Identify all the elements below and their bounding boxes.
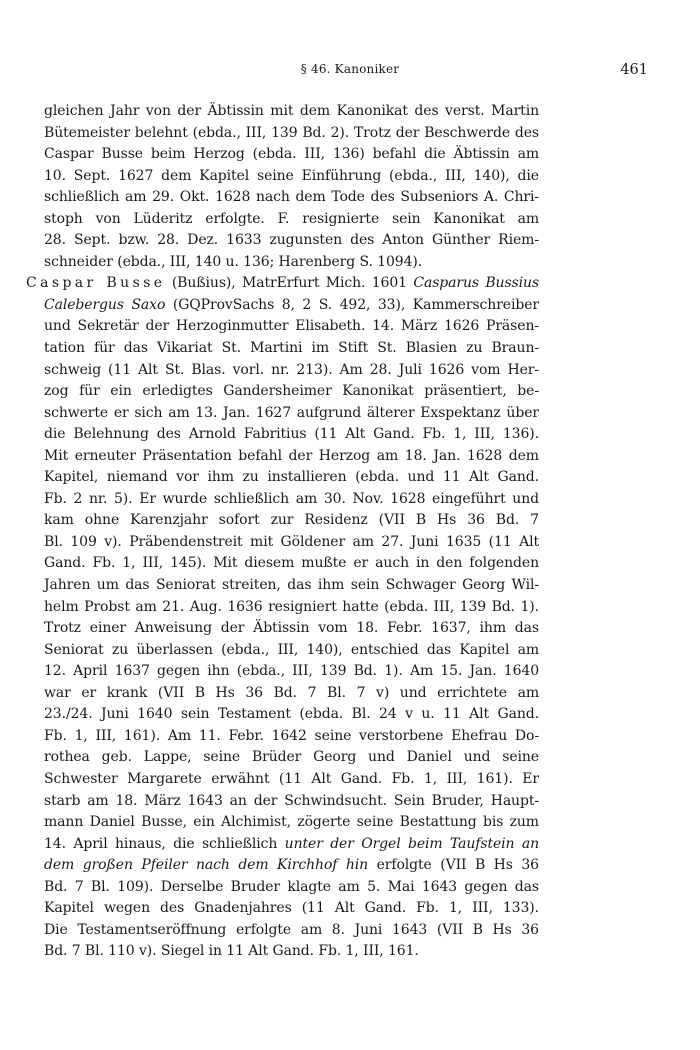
- text-line: Mit erneuter Präsentation befahl der Herzog am 18. Jan. 1628 dem: [44, 447, 539, 464]
- text-line: schweig (11 Alt St. Blas. vorl. nr. 213). Am 28. Juli 1626 vom Her-: [44, 361, 539, 378]
- text-line: 12. April 1637 gegen ihn (ebda., III, 139 Bd. 1). Am 15. Jan. 1640: [44, 663, 539, 680]
- page-body: [26, 101, 539, 963]
- text-line: Fb. 1, III, 161). Am 11. Febr. 1642 seine verstorbene Ehefrau Do-: [44, 727, 539, 744]
- text-line: Bd. 7 Bl. 110 v). Siegel in 11 Alt Gand. Fb. 1, III, 161.: [44, 943, 419, 960]
- text-line: [26, 295, 539, 317]
- italic-quote: Casparus Bussius: [413, 275, 539, 292]
- text-line: und Sekretär der Herzoginmutter Elisabeth. 14. März 1626 Präsen-: [44, 318, 539, 335]
- text-line: kam ohne Karenzjahr sofort zur Residenz (VII B Hs 36 Bd. 7: [44, 512, 539, 529]
- text-line: schließlich am 29. Okt. 1628 nach dem Tode des Subseniors A. Chri-: [44, 189, 539, 206]
- text-line: stoph von Lüderitz erfolgte. F. resignierte sein Kanonikat am: [44, 210, 539, 227]
- text-segment: (Bußius), MatrErfurt Mich. 1601: [165, 275, 414, 292]
- page-number: 461: [620, 62, 648, 78]
- text-line: [26, 834, 539, 856]
- italic-quote: dem großen Pfeiler nach dem Kirchhof hin: [44, 857, 369, 874]
- text-line: Bd. 7 Bl. 109). Derselbe Bruder klagte am 5. Mai 1643 gegen das: [44, 878, 539, 895]
- text-line: war er krank (VII B Hs 36 Bd. 7 Bl. 7 v) und errichtete am: [44, 684, 539, 701]
- text-line: zog für ein erledigtes Gandersheimer Kanonikat präsentiert, be-: [44, 383, 539, 400]
- text-line: Trotz einer Anweisung der Äbtissin vom 18. Febr. 1637, ihm das: [44, 620, 539, 637]
- text-line: die Belehnung des Arnold Fabritius (11 Alt Gand. Fb. 1, III, 136).: [44, 426, 539, 443]
- text-line: starb am 18. März 1643 an der Schwindsucht. Sein Bruder, Haupt-: [44, 792, 539, 809]
- text-line: gleichen Jahr von der Äbtissin mit dem Kanonikat des verst. Martin: [44, 103, 539, 119]
- running-head: § 46. Kanoniker: [300, 62, 400, 76]
- text-line: Bl. 109 v). Präbendenstreit mit Göldener am 27. Juni 1635 (11 Alt: [44, 533, 539, 550]
- text-line: Jahren um das Seniorat streiten, das ihm sein Schwager Georg Wil-: [44, 577, 539, 594]
- text-line: [26, 273, 539, 295]
- text-line: tation für das Vikariat St. Martini im Stift St. Blasien zu Braun-: [44, 340, 539, 357]
- text-segment: erfolgte (VII B Hs 36: [368, 857, 539, 874]
- text-line: 28. Sept. bzw. 28. Dez. 1633 zugunsten des Anton Günther Riem-: [44, 232, 539, 249]
- text-line: Gand. Fb. 1, III, 145). Mit diesem mußte er auch in den folgenden: [44, 555, 539, 572]
- text-line: [26, 855, 539, 877]
- text-segment: (GQProvSachs 8, 2 S. 492, 33), Kammerschreiber: [165, 296, 539, 313]
- text-line: Caspar Busse beim Herzog (ebda. III, 136) befahl die Äbtissin am: [44, 146, 539, 163]
- text-line: 10. Sept. 1627 dem Kapitel seine Einführung (ebda., III, 140), die: [44, 167, 539, 184]
- text-line: 23./24. Juni 1640 sein Testament (ebda. Bl. 24 v u. 11 Alt Gand.: [44, 706, 539, 723]
- text-line: Bütemeister belehnt (ebda., III, 139 Bd. 2). Trotz der Beschwerde des: [44, 124, 539, 141]
- text-line: mann Daniel Busse, ein Alchimist, zögerte seine Bestattung bis zum: [44, 814, 539, 831]
- text-segment: 14. April hinaus, die schließlich: [44, 835, 285, 852]
- text-line: Kapitel, niemand vor ihm zu installieren (ebda. und 11 Alt Gand.: [44, 469, 539, 486]
- text-line: helm Probst am 21. Aug. 1636 resigniert hatte (ebda. III, 139 Bd. 1).: [44, 598, 539, 615]
- entry-name: Caspar Busse: [26, 275, 166, 292]
- text-line: Fb. 2 nr. 5). Er wurde schließlich am 30. Nov. 1628 eingeführt und: [44, 490, 539, 507]
- text-line: Seniorat zu überlassen (ebda., III, 140), entschied das Kapitel am: [44, 641, 539, 658]
- italic-quote: unter der Orgel beim Taufstein an: [284, 835, 539, 852]
- entry-caspar-busse: [26, 273, 539, 963]
- text-line: schwerte er sich am 13. Jan. 1627 aufgrund älterer Exspektanz über: [44, 404, 539, 421]
- paragraph-continuation: [44, 101, 539, 273]
- text-line: schneider (ebda., III, 140 u. 136; Harenberg S. 1094).: [44, 253, 423, 270]
- text-line: rothea geb. Lappe, seine Brüder Georg und Daniel und seine: [44, 749, 539, 766]
- italic-quote: Calebergus Saxo: [44, 296, 166, 313]
- page-header: [52, 62, 648, 84]
- text-line: Schwester Margarete erwähnt (11 Alt Gand. Fb. 1, III, 161). Er: [44, 770, 539, 787]
- text-line: Kapitel wegen des Gnadenjahres (11 Alt Gand. Fb. 1, III, 133).: [44, 900, 539, 917]
- text-line: Die Testamentseröffnung erfolgte am 8. Juni 1643 (VII B Hs 36: [44, 921, 539, 938]
